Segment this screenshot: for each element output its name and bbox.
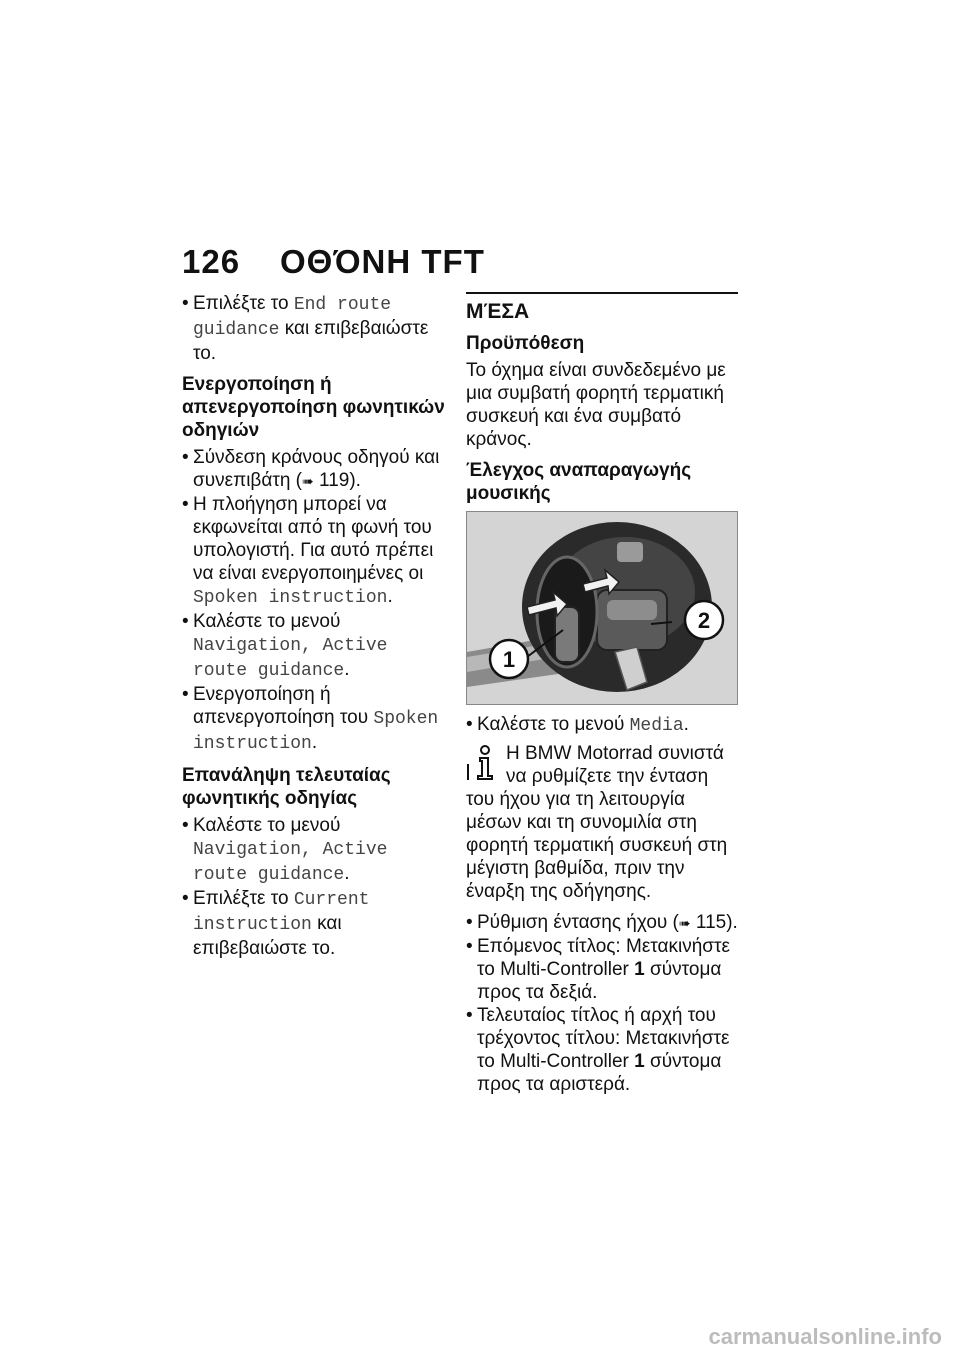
- bullet-list-media: [466, 713, 738, 738]
- arrow-ref-icon: ➠: [678, 915, 691, 931]
- page-number: 126: [182, 243, 241, 280]
- list-item: • Επιλέξτε το End route guidance και επιβεβαιώστε το.: [182, 292, 452, 365]
- page-ref: 119: [319, 470, 350, 491]
- list-item: • Καλέστε το μενού Navigation, Active route guidance.: [182, 610, 452, 683]
- menu-option: Spoken instruction: [193, 709, 439, 754]
- heading-music-control: Έλεγχος αναπαραγωγής μουσικής: [466, 460, 692, 504]
- bullet-list-2: [182, 446, 452, 756]
- handlebar-controls-figure: [466, 511, 738, 705]
- menu-option: End route guidance: [193, 295, 392, 340]
- watermark: carmanualsonline.info: [708, 1324, 942, 1349]
- info-note: [466, 742, 738, 903]
- control-number: 1: [634, 959, 645, 980]
- note-text: Η BMW Motorrad συνιστά να ρυθμίζετε την ένταση του ήχου για τη λειτουργία μέσων και τη συνομιλία στη φορητή τερματική συσκευή στη μέγιστη βαθμίδα, πριν την έναρξη της οδήγησης.: [466, 743, 728, 902]
- list-item: • Επιλέξτε το Current instruction και επιβεβαιώστε το.: [182, 887, 452, 960]
- page-ref: 115: [695, 912, 727, 933]
- handlebar-illustration: [467, 512, 737, 704]
- menu-option: Navigation, Active route guidance: [193, 840, 388, 885]
- info-icon: [466, 742, 500, 782]
- left-column: [182, 292, 452, 960]
- figure-label-1: 1: [502, 647, 516, 672]
- figure-label-2: 2: [697, 608, 711, 633]
- heading-repeat-instruction: Επανάληψη τελευταίας φωνητικής οδηγίας: [182, 765, 391, 809]
- page-title: ΟΘΌΝΗ TFT: [280, 243, 485, 280]
- menu-option: Navigation, Active route guidance: [193, 636, 388, 681]
- right-column: [466, 292, 738, 1096]
- section-title: ΜΈΣΑ: [466, 300, 530, 323]
- list-item: • Η πλοήγηση μπορεί να εκφωνείται από τη φωνή του υπολογιστή. Για αυτό πρέπει να είναι ενεργοποιημένες οι Spoken instruction.: [182, 493, 452, 610]
- heading-voice-guidance: Ενεργοποίηση ή απενεργοποίηση φωνητικών οδηγιών: [182, 374, 445, 441]
- list-item: • Σύνδεση κράνους οδηγού και συνεπιβάτη (➠ 119).: [182, 446, 452, 493]
- list-item: • Καλέστε το μενού Media.: [466, 713, 738, 738]
- bullet-list-3: [182, 814, 452, 960]
- menu-option: Current instruction: [193, 890, 370, 935]
- list-item: • Τελευταίος τίτλος ή αρχή του τρέχοντος τίτλου: Μετακινήστε το Multi-Controller 1 σύντομα προς τα αριστερά.: [466, 1004, 738, 1096]
- menu-option: Media: [629, 716, 684, 736]
- menu-option: Spoken instruction: [193, 588, 388, 608]
- page-header: [182, 243, 485, 281]
- list-item: • Καλέστε το μενού Navigation, Active route guidance.: [182, 814, 452, 887]
- prerequisite-text: Το όχημα είναι συνδεδεμένο με μια συμβατή φορητή τερματική συσκευή και ένα συμβατό κράνος.: [466, 360, 726, 450]
- arrow-ref-icon: ➠: [302, 473, 314, 489]
- heading-prerequisite: Προϋπόθεση: [466, 333, 585, 354]
- list-item: • Επόμενος τίτλος: Μετακινήστε το Multi-Controller 1 σύντομα προς τα δεξιά.: [466, 935, 738, 1004]
- control-number: 1: [634, 1051, 645, 1072]
- list-item: • Ρύθμιση έντασης ήχου (➠ 115).: [466, 911, 738, 935]
- bullet-list-1: [182, 292, 452, 365]
- list-item: • Ενεργοποίηση ή απενεργοποίηση του Spoken instruction.: [182, 683, 452, 756]
- bullet-list-controls: [466, 911, 738, 1096]
- section-rule: [466, 292, 738, 294]
